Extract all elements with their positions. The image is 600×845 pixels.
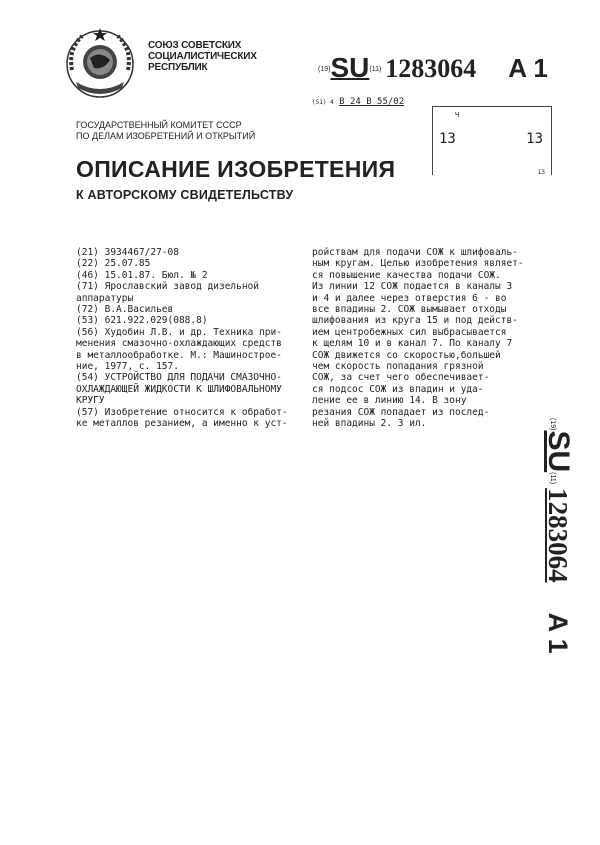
text-line: ройствам для подачи СОЖ к шлифоваль- (312, 247, 518, 258)
bibliographic-column (76, 247, 302, 430)
document-title: ОПИСАНИЕ ИЗОБРЕТЕНИЯ (76, 156, 396, 182)
committee-line: ГОСУДАРСТВЕННЫЙ КОМИТЕТ СССР (76, 120, 242, 130)
text-line: КРУГУ (76, 395, 105, 407)
committee-name (76, 120, 255, 142)
ipc-prefix: (51) 4 (312, 99, 334, 106)
patent-number: 1283064 (543, 488, 573, 583)
text-line: (53) 621.922.029(088.8) (76, 315, 208, 327)
organization-name (148, 40, 257, 73)
side-patent-number (538, 418, 578, 688)
code-19: (19) (549, 418, 556, 431)
text-line: аппаратуры (76, 292, 134, 304)
text-line: чем скорость попадания грязной (312, 361, 484, 373)
text-line: в металлообработке. М.: Машинострое- (76, 349, 282, 361)
text-line: ние, 1977, с. 157. (76, 361, 179, 373)
abstract-column (312, 247, 530, 430)
text-line: (56) Худобин Л.В. и др. Техника при- (76, 326, 282, 338)
stamp-text: 13 (537, 169, 545, 176)
text-line: менения смазочно-охлаждающих средств (76, 338, 282, 350)
text-line: ным кругам. Целью изобретения являет- (312, 258, 524, 270)
kind-code: A 1 (508, 53, 548, 83)
text-line: СОЖ, за счет чего обеспечивает- (312, 372, 490, 384)
ipc-classification (312, 97, 404, 107)
text-line: (54) УСТРОЙСТВО ДЛЯ ПОДАЧИ СМАЗОЧНО- (76, 372, 282, 384)
patent-number: 1283064 (385, 54, 477, 83)
ipc-code: B 24 B 55/02 (339, 97, 405, 107)
library-stamp (432, 106, 552, 175)
text-line: СОЖ движется со скоростью,большей (312, 349, 501, 361)
ussr-emblem-icon (62, 24, 138, 100)
text-line: ОХЛАЖДАЮЩЕЙ ЖИДКОСТИ К ШЛИФОВАЛЬНОМУ (76, 383, 282, 395)
text-line: Из линии 12 СОЖ подается в каналы 3 (312, 281, 513, 293)
text-line: (22) 25.07.85 (76, 258, 151, 270)
document-subtitle: К АВТОРСКОМУ СВИДЕТЕЛЬСТВУ (76, 188, 294, 202)
code-19: (19) (318, 66, 331, 73)
org-line: РЕСПУБЛИК (148, 62, 208, 73)
stamp-text: 13 (526, 131, 543, 147)
stamp-text: 13 (439, 131, 456, 147)
text-line: ием центробежных сил выбрасывается (312, 326, 507, 338)
text-line: (46) 15.01.87. Бюл. № 2 (76, 269, 208, 281)
committee-line: ПО ДЕЛАМ ИЗОБРЕТЕНИЙ И ОТКРЫТИЙ (76, 131, 256, 141)
text-line: ся подсос СОЖ из впадин и уда- (312, 383, 484, 395)
org-line: СОЮЗ СОВЕТСКИХ (148, 40, 242, 51)
text-line: резания СОЖ попадает из послед- (312, 406, 490, 418)
country-code: SU (542, 430, 575, 473)
text-line: ке металлов резанием, а именно к уст- (76, 418, 288, 430)
stamp-text: Ч (455, 111, 460, 119)
patent-header (318, 52, 548, 83)
text-line: шлифования из круга 15 и под действ- (312, 315, 518, 327)
text-line: ление ее в линию 14. В зону (312, 395, 467, 407)
text-line: к щелям 10 и в канал 7. По каналу 7 (312, 338, 513, 350)
text-line: ся повышение качества подачи СОЖ. (312, 269, 501, 281)
text-line: (21) 3934467/27-08 (76, 247, 179, 258)
side-number-rotated (538, 418, 578, 654)
country-code: SU (330, 52, 370, 83)
text-line: (71) Ярославский завод дизельной (76, 281, 260, 293)
org-line: СОЦИАЛИСТИЧЕСКИХ (148, 51, 257, 62)
code-11: (11) (369, 66, 382, 73)
text-line: все впадины 2. СОЖ вымывает отходы (312, 304, 507, 316)
text-line: и 4 и далее через отверстия 6 - во (312, 292, 507, 304)
text-line: (57) Изобретение относится к обработ- (76, 406, 288, 418)
text-line: ней впадины 2. 3 ил. (312, 418, 427, 430)
kind-code: A 1 (543, 612, 573, 654)
code-11: (11) (549, 472, 556, 485)
text-line: (72) В.А.Васильев (76, 304, 174, 316)
